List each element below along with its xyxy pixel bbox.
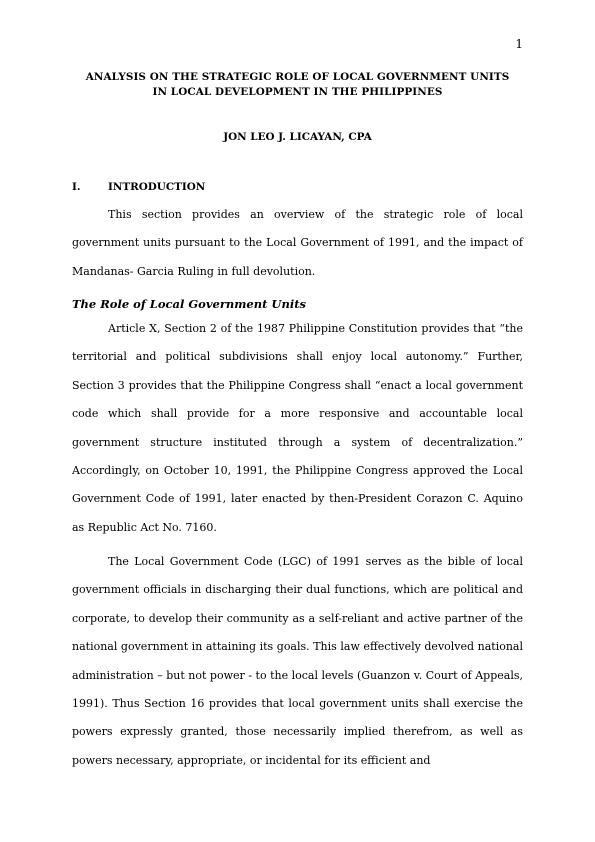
subsection-heading: The Role of Local Government Units <box>72 297 306 311</box>
section-heading <box>72 180 205 195</box>
author-name: JON LEO J. LICAYAN, CPA <box>223 131 372 143</box>
page-number: 1 <box>515 37 523 51</box>
title-line-2: IN LOCAL DEVELOPMENT IN THE PHILIPPINES <box>152 86 443 98</box>
title-line-1: ANALYSIS ON THE STRATEGIC ROLE OF LOCAL GOVERNMENT UNITS <box>85 71 510 83</box>
document-title <box>72 70 523 100</box>
lgc-paragraph: The Local Government Code (LGC) of 1991 serves as the bible of local government officials in discharging their dual functions, which are political and corporate, to develop their community as a self-reliant and active partner of the national government in attaining its goals. This law effectively devolved national administration – but not power - to the local levels (Guanzon v. Court of Appeals, 1991). Thus Section 16 provides that local government units shall exercise the powers expressly granted, those necessarily implied therefrom, as well as powers necessary, appropriate, or incidental for its efficient and <box>72 555 523 767</box>
section-title: INTRODUCTION <box>108 181 206 193</box>
section-number: I. <box>72 181 81 193</box>
constitution-paragraph: Article X, Section 2 of the 1987 Philippine Constitution provides that “the territorial and political subdivisions shall enjoy local autonomy.” Further, Section 3 provides that the Philippine Congress shall “enact a local government code which shall provide for a more responsive and accountable local government structure instituted through a system of decentralization.” Accordingly, on October 10, 1991, the Philippine Congress approved the Local Government Code of 1991, later enacted by then-President Corazon C. Aquino as Republic Act No. 7160. <box>72 322 523 534</box>
intro-paragraph: This section provides an overview of the strategic role of local government units pursuant to the Local Government of 1991, and the impact of Mandanas- Garcia Ruling in full devolution. <box>72 208 523 278</box>
